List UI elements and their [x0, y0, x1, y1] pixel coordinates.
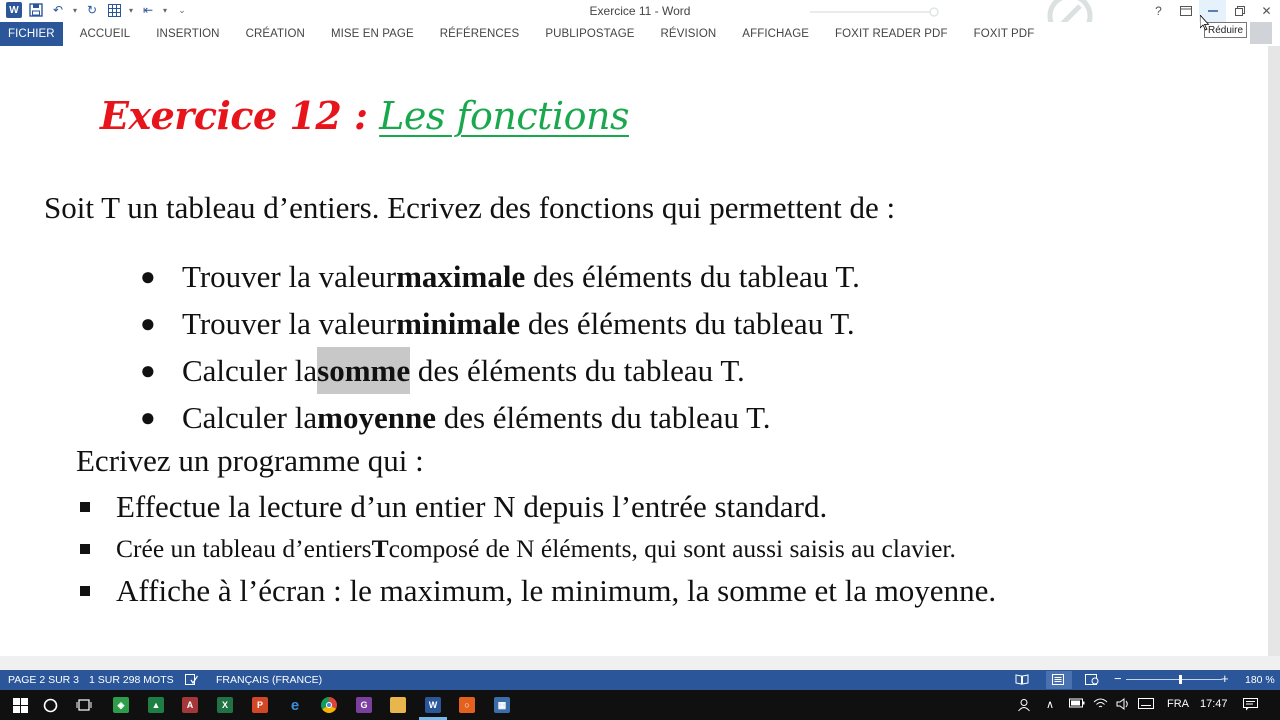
- close-icon[interactable]: ✕: [1261, 4, 1272, 18]
- intro-paragraph: Soit T un tableau d’entiers. Ecrivez des fonctions qui permettent de :: [44, 190, 896, 225]
- tab-references[interactable]: RÉFÉRENCES: [439, 28, 520, 40]
- table-dropdown-icon[interactable]: ▾: [128, 5, 133, 15]
- exercise-subject: Les fonctions: [379, 94, 629, 138]
- user-avatar[interactable]: [1250, 22, 1272, 44]
- zoom-slider-track[interactable]: [1126, 679, 1222, 680]
- tab-publipostage[interactable]: PUBLIPOSTAGE: [545, 28, 635, 40]
- indent-dropdown-icon[interactable]: ▾: [162, 5, 167, 15]
- window-controls: [1145, 0, 1280, 22]
- access-icon[interactable]: A: [182, 697, 198, 713]
- exercise-number: Exercice 12 :: [100, 93, 368, 138]
- list-item: Effectue la lecture d’un entier N depuis l’entrée standard.: [76, 486, 996, 528]
- tray-chevron-icon[interactable]: ∧: [1046, 699, 1055, 711]
- bullet-dot-icon: ●: [140, 403, 156, 432]
- word-app-icon[interactable]: W: [6, 2, 22, 18]
- tab-insertion[interactable]: INSERTION: [156, 28, 220, 40]
- task-view-icon[interactable]: [76, 697, 92, 713]
- help-icon[interactable]: ?: [1155, 4, 1162, 18]
- tab-creation[interactable]: CRÉATION: [245, 28, 305, 40]
- clock[interactable]: 17:47: [1200, 698, 1228, 710]
- app-photos-icon[interactable]: ▲: [148, 697, 164, 713]
- chrome-icon[interactable]: [321, 697, 337, 713]
- app-screen-icon[interactable]: ▦: [494, 697, 510, 713]
- tab-foxit-pdf[interactable]: FOXIT PDF: [973, 28, 1035, 40]
- tab-fichier[interactable]: FICHIER: [0, 22, 63, 46]
- list-item: ● Trouver la valeur minimale des éléments du tableau T.: [140, 300, 860, 347]
- ribbon-tabs: [0, 22, 1280, 46]
- list-item: Affiche à l’écran : le maximum, le minimum, la somme et la moyenne.: [76, 570, 996, 612]
- proofing-icon[interactable]: [185, 674, 198, 688]
- keyboard-icon[interactable]: [1138, 698, 1154, 712]
- status-bar: [0, 670, 1280, 690]
- notifications-icon[interactable]: [1243, 698, 1258, 714]
- redo-icon[interactable]: ↻: [86, 3, 98, 17]
- windows-taskbar: [0, 690, 1280, 720]
- title-bar: [0, 0, 1280, 22]
- minimize-tooltip: Réduire: [1204, 22, 1247, 38]
- zoom-out-button[interactable]: −: [1114, 671, 1122, 686]
- file-explorer-icon[interactable]: [390, 697, 406, 713]
- people-icon[interactable]: [1017, 698, 1031, 715]
- square-bullet-icon: [76, 586, 116, 596]
- edge-icon[interactable]: e: [290, 696, 300, 714]
- web-layout-icon[interactable]: [1085, 674, 1099, 688]
- read-mode-icon[interactable]: [1015, 674, 1029, 688]
- tab-mise-en-page[interactable]: MISE EN PAGE: [330, 28, 414, 40]
- square-bullet-icon: [76, 502, 116, 512]
- zoom-level[interactable]: 180 %: [1245, 674, 1275, 686]
- undo-dropdown-icon[interactable]: ▾: [72, 5, 77, 15]
- word-taskbar-icon[interactable]: W: [425, 697, 441, 713]
- powerpoint-icon[interactable]: P: [252, 697, 268, 713]
- search-icon[interactable]: [42, 697, 58, 713]
- function-bullet-list: [140, 253, 860, 441]
- window-title: Exercice 11 - Word: [589, 4, 691, 18]
- print-layout-glyph-icon: [1052, 674, 1064, 688]
- windows-start-icon[interactable]: [12, 697, 28, 713]
- app-orange-icon[interactable]: ○: [459, 697, 475, 713]
- tab-accueil[interactable]: ACCUEIL: [79, 28, 131, 40]
- undo-icon[interactable]: ↶: [52, 3, 64, 17]
- customize-qat-icon[interactable]: ⌄: [178, 4, 186, 15]
- list-item: ● Calculer la somme des éléments du tableau T.: [140, 347, 860, 394]
- exercise-title: [100, 93, 629, 138]
- zoom-slider-thumb[interactable]: [1179, 675, 1182, 684]
- battery-icon[interactable]: [1069, 698, 1085, 711]
- bullet-dot-icon: ●: [140, 262, 156, 291]
- mouse-cursor-icon: [1200, 15, 1210, 31]
- indent-icon[interactable]: ⇤: [142, 3, 154, 17]
- selected-text[interactable]: somme: [317, 347, 410, 394]
- tab-foxit-reader-pdf[interactable]: FOXIT READER PDF: [835, 28, 948, 40]
- volume-icon[interactable]: [1116, 698, 1130, 713]
- app-green-icon[interactable]: ◈: [113, 697, 129, 713]
- page-edge: [1268, 46, 1280, 670]
- app-purple-icon[interactable]: G: [356, 697, 372, 713]
- list-item: Crée un tableau d’entiers T composé de N éléments, qui sont aussi saisis au clavier.: [76, 528, 996, 570]
- tab-revision[interactable]: RÉVISION: [660, 28, 717, 40]
- page-gap: [0, 656, 1280, 670]
- program-square-list: [76, 486, 996, 612]
- square-bullet-icon: [76, 544, 116, 554]
- bullet-dot-icon: ●: [140, 356, 156, 385]
- zoom-in-button[interactable]: +: [1221, 671, 1229, 686]
- tab-affichage[interactable]: AFFICHAGE: [742, 28, 810, 40]
- list-item: ● Calculer la moyenne des éléments du tableau T.: [140, 394, 860, 441]
- excel-icon[interactable]: X: [217, 697, 233, 713]
- restore-icon[interactable]: [1226, 0, 1253, 22]
- word-counter[interactable]: 1 SUR 298 MOTS: [89, 674, 174, 686]
- ribbon-display-icon[interactable]: [1172, 0, 1199, 22]
- language-indicator[interactable]: FRANÇAIS (FRANCE): [216, 674, 323, 686]
- bullet-dot-icon: ●: [140, 309, 156, 338]
- list-item: ● Trouver la valeur maximale des éléments du tableau T.: [140, 253, 860, 300]
- page-counter[interactable]: PAGE 2 SUR 3: [8, 674, 79, 686]
- input-language[interactable]: FRA: [1167, 698, 1189, 710]
- wifi-icon[interactable]: [1093, 698, 1108, 713]
- program-paragraph: Ecrivez un programme qui :: [76, 443, 424, 478]
